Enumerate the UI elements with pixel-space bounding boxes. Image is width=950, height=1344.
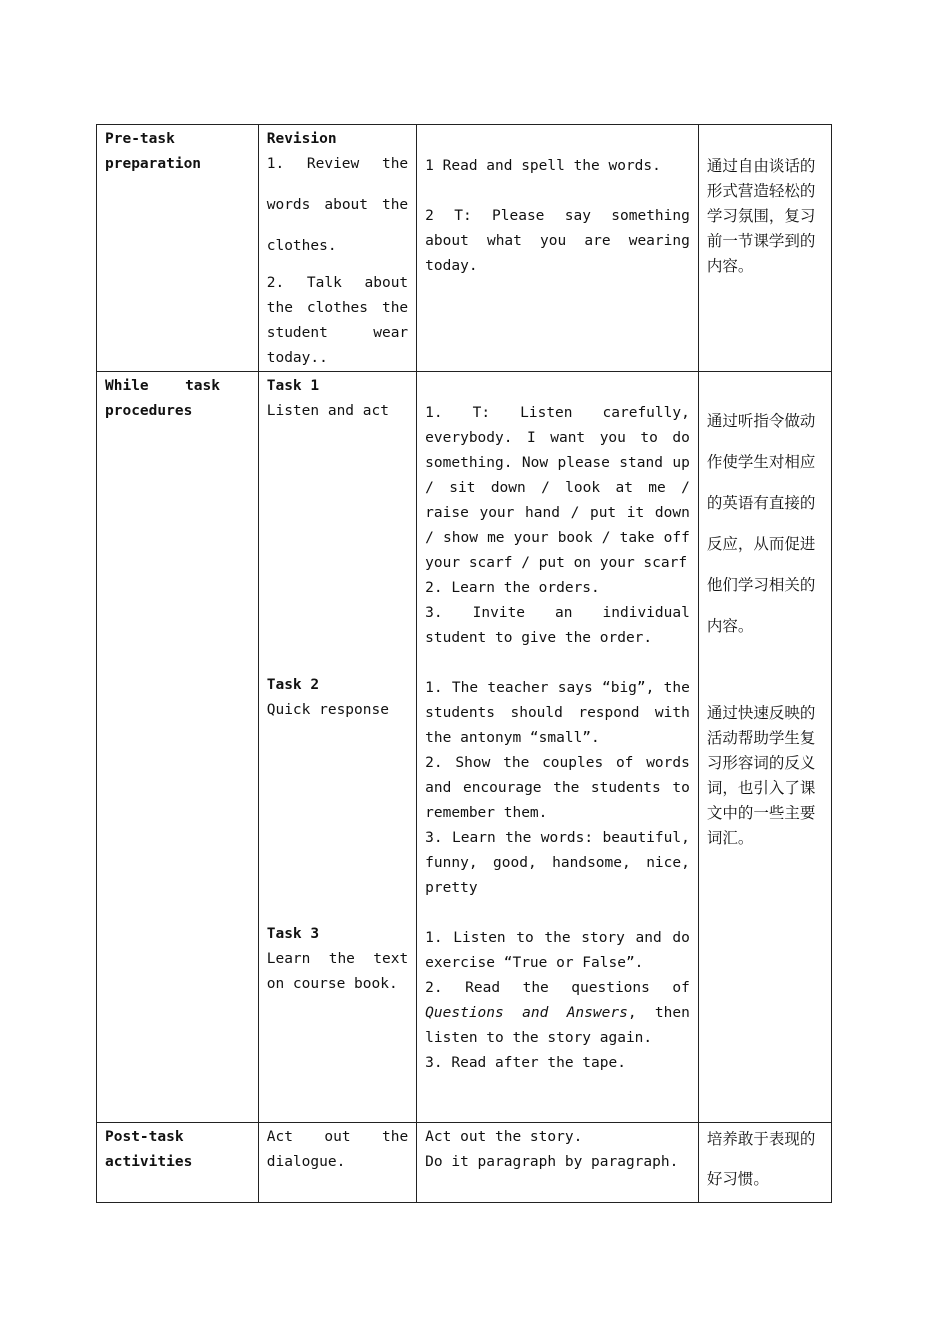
- stage-cell-pre-task: [97, 125, 259, 372]
- purpose-cell-while-task: [698, 372, 831, 1123]
- purpose-text: 通过听指令做动作使学生对相应的英语有直接的反应，从而促进他们学习相关的内容。: [706, 412, 816, 635]
- task-cell-pre-task: [258, 125, 416, 372]
- table-row-while-task: [97, 372, 832, 1123]
- purpose-cell-pre-task: [698, 125, 831, 372]
- procedure-item: 1. Listen to the story and do exercise “True or False”.: [425, 930, 690, 971]
- procedure-item: 1 Read and spell the words.: [425, 158, 661, 174]
- table-row-post-task: [97, 1123, 832, 1203]
- procedure-item: 2 T: Please say something about what you are wearing today.: [425, 208, 690, 274]
- task-desc: Quick response: [266, 702, 389, 718]
- lesson-plan-table: [96, 124, 832, 1203]
- stage-label: Pre-task preparation: [105, 131, 202, 172]
- task-cell-post-task: [258, 1123, 416, 1203]
- procedure-item: 2. Learn the orders.: [425, 580, 600, 596]
- task-title: Task 2: [266, 677, 320, 693]
- task-cell-while-task: [258, 372, 416, 1123]
- procedure-item: [425, 976, 690, 1051]
- procedure-item: Act out the story.: [425, 1129, 583, 1145]
- procedure-text: , then listen to the story again.: [425, 1005, 690, 1046]
- task-desc: Learn the text on course book.: [266, 951, 409, 992]
- purpose-cell-post-task: [698, 1123, 831, 1203]
- task-title: Revision: [266, 131, 337, 147]
- purpose-text: 通过快速反映的活动帮助学生复习形容词的反义词，也引入了课文中的一些主要词汇。: [706, 704, 816, 847]
- procedure-cell-post-task: [417, 1123, 699, 1203]
- stage-cell-post-task: [97, 1123, 259, 1203]
- task-item: 2. Talk about the clothes the student wear today..: [266, 275, 409, 366]
- table-row-pre-task: [97, 125, 832, 372]
- stage-label: While task procedures: [105, 378, 220, 419]
- procedure-italic-title: Questions and Answers: [425, 1005, 628, 1021]
- procedure-cell-pre-task: [417, 125, 699, 372]
- procedure-item: 1. The teacher says “big”, the students should respond with the antonym “small”.: [425, 680, 690, 746]
- task-desc: Listen and act: [266, 403, 389, 419]
- procedure-item: Do it paragraph by paragraph.: [425, 1154, 679, 1170]
- procedure-cell-while-task: [417, 372, 699, 1123]
- task-desc: Act out the dialogue.: [266, 1129, 409, 1170]
- procedure-item: 3. Read after the tape.: [425, 1055, 626, 1071]
- procedure-item: 3. Invite an individual student to give the order.: [425, 605, 690, 646]
- purpose-text: 通过自由谈话的形式营造轻松的学习氛围，复习前一节课学到的内容。: [706, 157, 816, 275]
- procedure-item: 3. Learn the words: beautiful, funny, good, handsome, nice, pretty: [425, 830, 690, 896]
- task-item: 1. Review the words about the clothes.: [266, 156, 409, 254]
- task-title: Task 3: [266, 926, 320, 942]
- procedure-text: 2. Read the questions of: [425, 980, 690, 996]
- purpose-text: 培养敢于表现的好习惯。: [706, 1130, 816, 1188]
- task-title: Task 1: [266, 378, 320, 394]
- stage-label: Post-task activities: [105, 1129, 193, 1170]
- procedure-item: 1. T: Listen carefully, everybody. I want you to do something. Now please stand up / sit down / look at me / raise your hand / put it down / show me your book / take off your scarf / put on your scarf: [425, 405, 690, 571]
- procedure-item: 2. Show the couples of words and encourage the students to remember them.: [425, 755, 690, 821]
- stage-cell-while-task: [97, 372, 259, 1123]
